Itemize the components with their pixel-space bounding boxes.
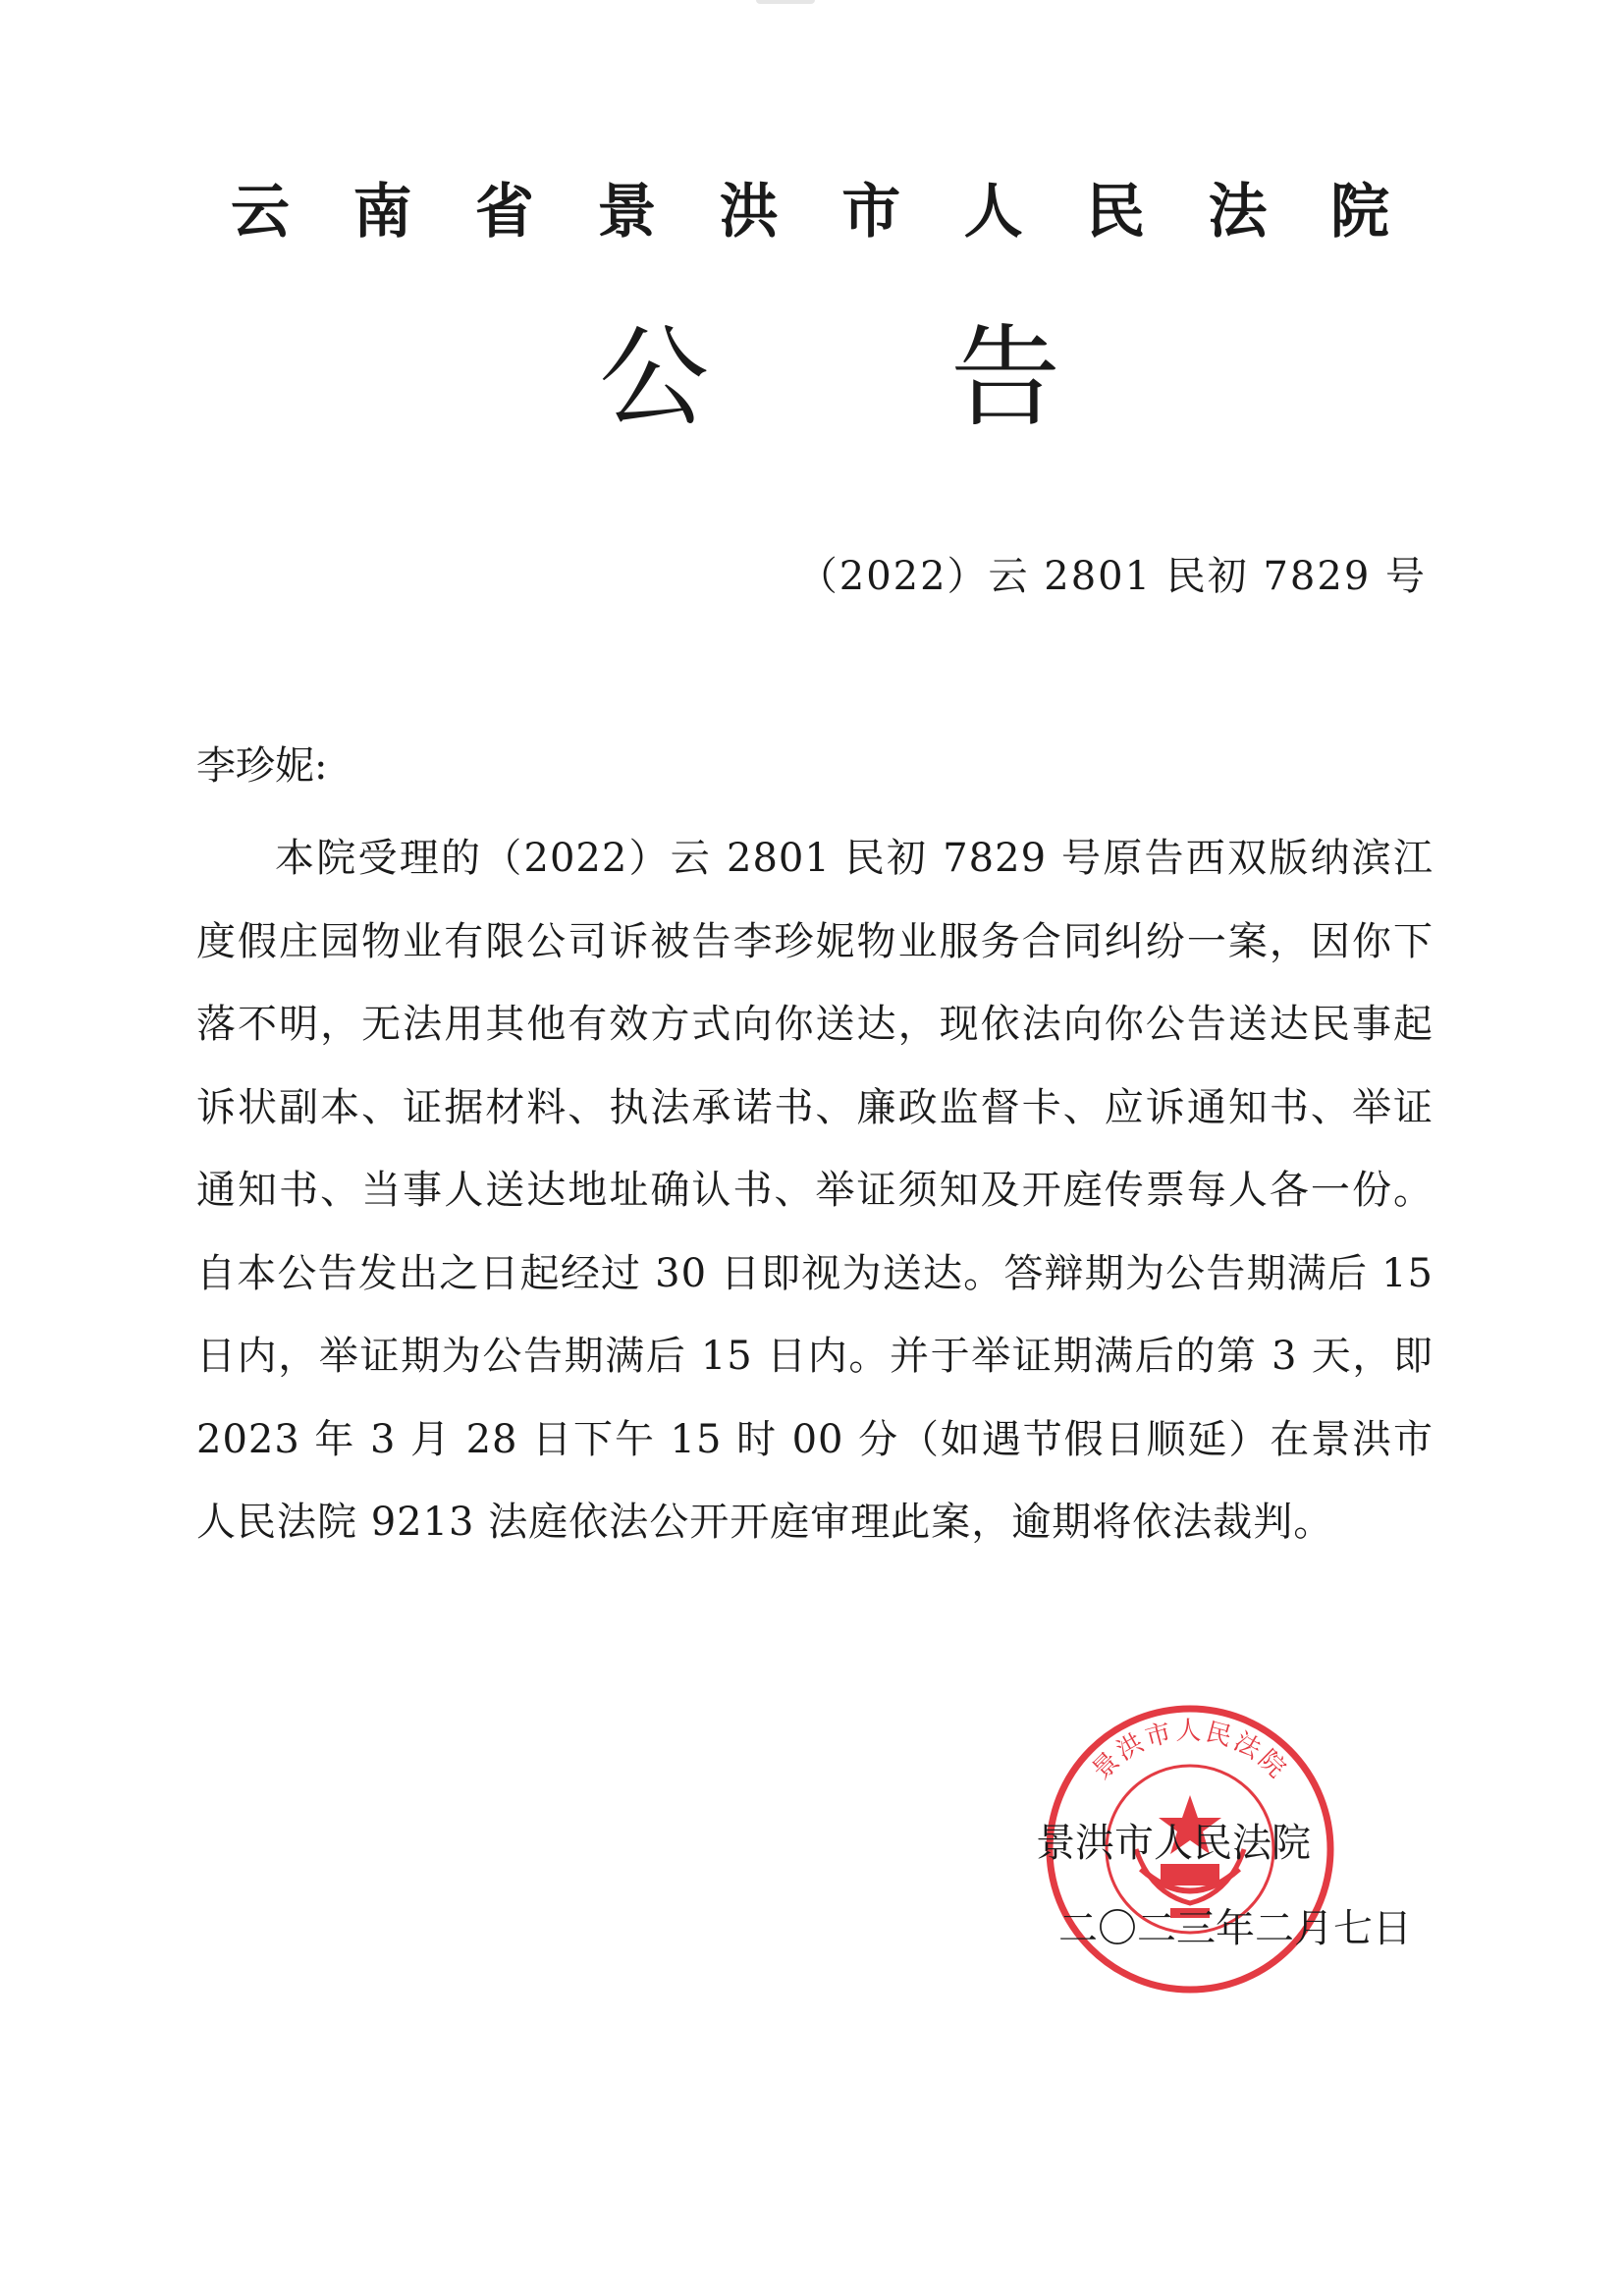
scan-mark [756, 0, 815, 4]
court-title-char: 人 [963, 178, 1023, 246]
notice-title [599, 290, 1060, 448]
notice-title-char: 告 [950, 314, 1060, 442]
notice-body: 本院受理的（2022）云 2801 民初 7829 号原告西双版纳滨江度假庄园物业有限公司诉被告李珍妮物业服务合同纠纷一案，因你下落不明，无法用其他有效方式向你送达，现依法向你公告送达民事起诉状副本、证据材料、执法承诺书、廉政监督卡、应诉通知书、举证通知书、当事人送达地址确认书、举证须知及开庭传票每人各一份。自本公告发出之日起经过 30 日即视为送达。答辩期为公告期满后 15 日内，举证期为公告期满后 15 日内。并于举证期满后的第 3 天，即 2023 年 3 月 28 日下午 15 时 00 分（如遇节假日顺延）在景洪市人民法院 9213 法庭依法公开开庭审理此案，逾期将依法裁判。 [196, 836, 1434, 1545]
seal-arc-text: 景洪市人民法院 [1086, 1717, 1294, 1786]
notice-title-char: 公 [599, 314, 709, 442]
court-title-char: 南 [352, 178, 412, 246]
signature-court: 景洪市人民法院 [1036, 1821, 1311, 1866]
court-title-char: 景 [597, 178, 657, 246]
court-title-char: 省 [474, 178, 534, 246]
court-title-char: 洪 [719, 178, 779, 246]
court-title-char: 云 [231, 178, 290, 246]
signature-date: 二〇二三年二月七日 [1058, 1906, 1412, 1951]
addressee: 李珍妮: [196, 743, 328, 789]
court-title-char: 法 [1208, 178, 1268, 246]
court-title [231, 165, 1389, 249]
case-number: （2022）云 2801 民初 7829 号 [797, 554, 1427, 599]
court-title-char: 院 [1329, 178, 1389, 246]
court-title-char: 市 [841, 178, 901, 246]
court-title-char: 民 [1086, 178, 1146, 246]
